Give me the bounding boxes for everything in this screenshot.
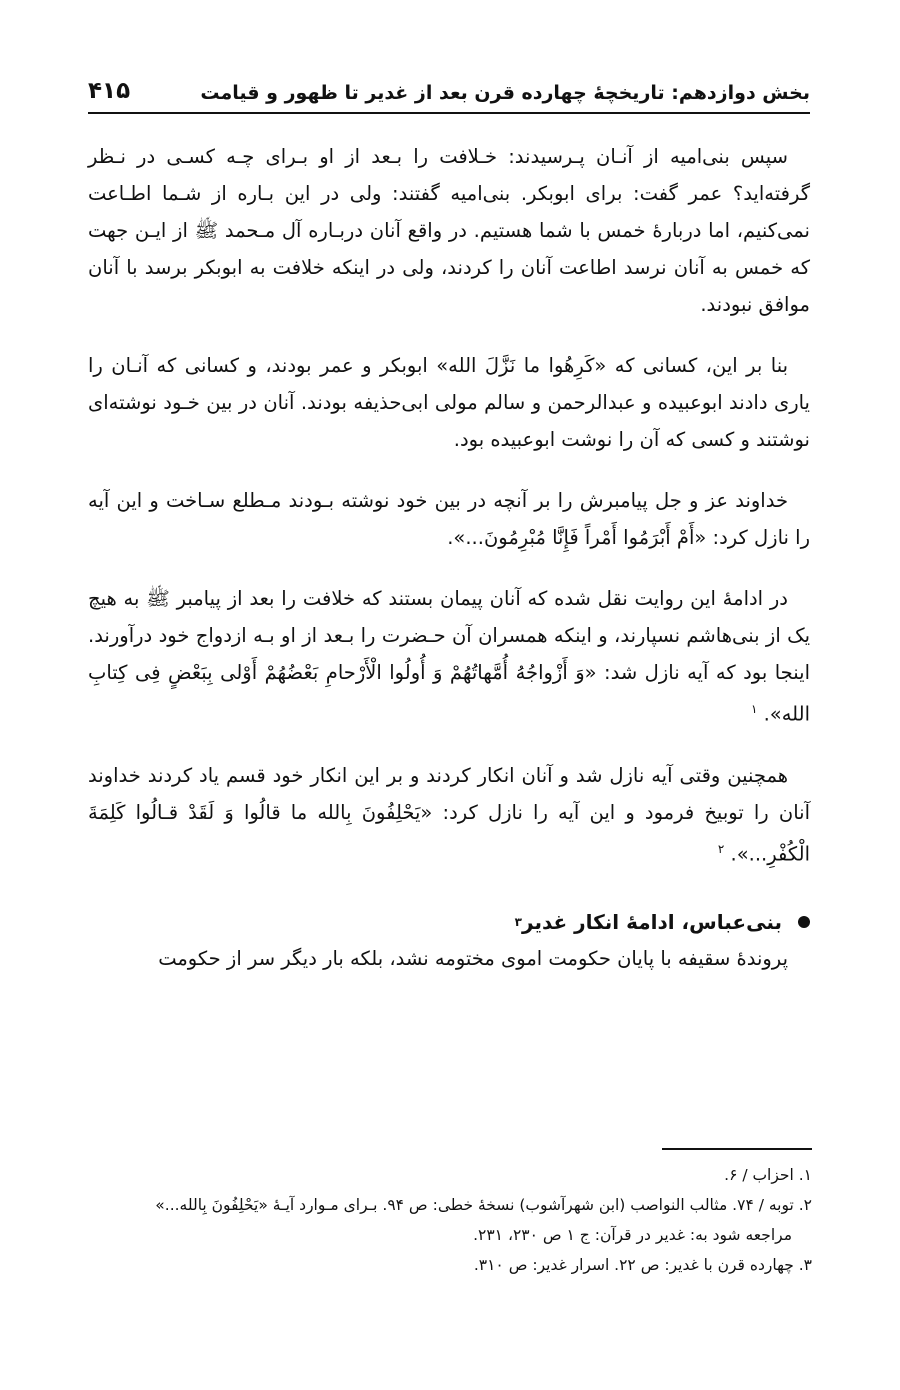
body-text — [88, 138, 810, 977]
paragraph: پروندهٔ سقیفه با پایان حکومت اموی مختومه نشد، بلکه بار دیگر سر از حکومت — [158, 947, 788, 970]
footnote-ref: ۳ — [514, 915, 522, 929]
chapter-title: بخش دوازدهم: تاریخچهٔ چهارده قرن بعد از غدیر تا ظهور و قیامت — [200, 82, 810, 104]
paragraph: خداوند عز و جل پیامبرش را بر آنچه در بین خود نوشته بـودند مـطلع سـاخت و این آیه را نازل کرد: «أَمْ أَبْرَمُوا أَمْراً فَإِنَّا مُبْرِمُونَ...». — [88, 489, 810, 549]
paragraph: بنا بر این، کسانی که «کَرِهُوا ما نَزَّلَ الله» ابوبکر و عمر بودند، و کسانی که آنـان را یاری دادند ابوعبیده و عبدالرحمن و سالم مولی ابی‌حذیفه بودند. آنان در بین خـود نوشته‌ای نوشتند و کسی که آن را نوشت ابوعبیده بود. — [88, 354, 810, 451]
page-number: ۴۱۵ — [88, 78, 131, 104]
paragraph: همچنین وقتی آیه نازل شد و آنان انکار کردند و بر این انکار خود قسم یاد کردند خداوند آنان را توبیخ فرمود و این آیه را نازل کرد: «یَحْلِفُونَ بِالله ما قالُوا وَ لَقَدْ قـالُوا کَلِمَةَ الْکُفْرِ...». $^۲$ — [88, 763, 810, 865]
paragraph: در ادامهٔ این روایت نقل شده که آنان پیمان بستند که خلافت را بعد از پیامبر ﷺ به هیچ یک از بنی‌هاشم نسپارند، و اینکه همسران آن حـضرت را بـعد از او بـه ازدواج خود درآورند. اینجا بود که آیه نازل شد: «وَ أَزْواجُهُ أُمَّهاتُهُمْ وَ أُولُوا الْأَرْحامِ بَعْضُهُمْ أَوْلی بِبَعْضٍ فِی کِتابِ الله». $^۱$ — [88, 587, 810, 726]
book-page — [88, 60, 810, 977]
section-heading — [88, 910, 810, 934]
section-title: بنی‌عباس، ادامهٔ انکار غدیر — [522, 910, 782, 934]
bullet-icon — [798, 916, 810, 928]
footnote: ۳. چهارده قرن با غدیر: ص ۲۲. اسرار غدیر: ص ۳۱۰. — [473, 1256, 812, 1274]
footnote: ۱. احزاب / ۶. — [724, 1166, 812, 1184]
footnote: ۲. توبه / ۷۴. مثالب النواصب (ابن شهرآشوب) نسخهٔ خطی: ص ۹۴. بـرای مـوارد آیـهٔ «یَحْلِفُونَ بِالله...» — [155, 1196, 812, 1214]
footnote-divider — [662, 1148, 812, 1150]
footnote-ref: ۱ — [750, 702, 758, 716]
footnote-continuation: مراجعه شود به: غدیر در قرآن: ج ۱ ص ۲۳۰، ۲۳۱. — [473, 1226, 792, 1244]
footnote-ref: ۲ — [717, 841, 725, 856]
paragraph: سپس بنی‌امیه از آنـان پـرسیدند: خـلافت را بـعد از او بـرای چـه کسـی در نـظر گرفته‌اید؟ عمر گفت: برای ابوبکر. بنی‌امیه گفتند: ولی در این بـاره از شـما اطـاعت نمی‌کنیم، اما دربارهٔ خمس با شما هستیم. در واقع آنان دربـاره آل مـحمد ﷺ از ایـن جهت که خمس به آنان نرسد اطاعت آنان را کردند، ولی در اینکه خلافت به ابوبکر برسد با آنان موافق نبودند. — [88, 145, 810, 316]
footnotes — [90, 1160, 812, 1280]
running-header — [88, 60, 810, 114]
